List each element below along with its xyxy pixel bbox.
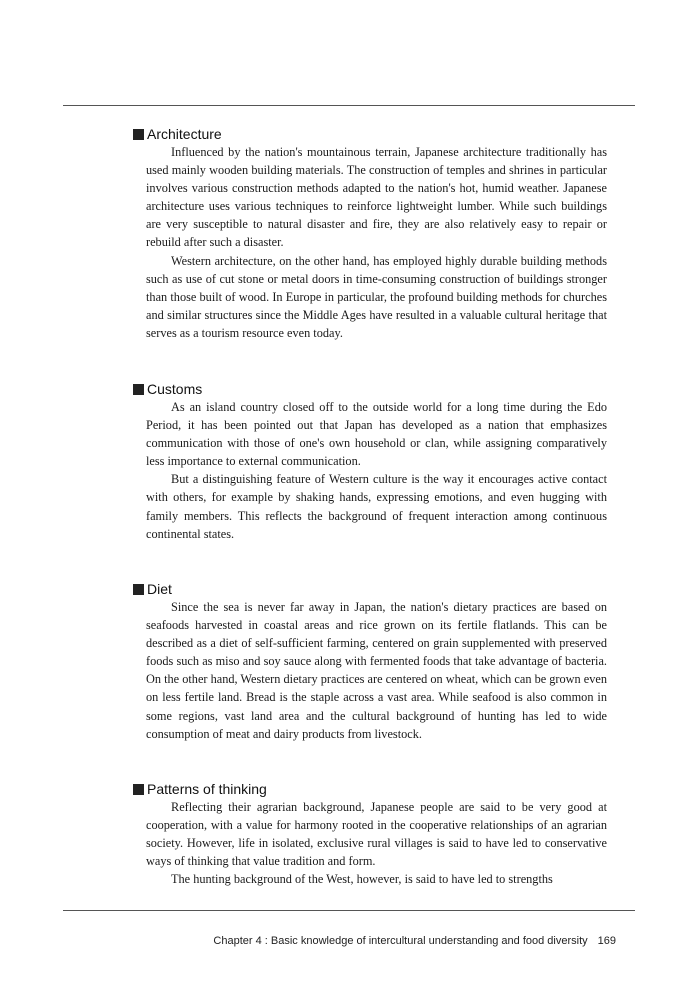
square-bullet-icon	[133, 384, 144, 395]
paragraph: As an island country closed off to the outside world for a long time during the Edo Period, it has been pointed out that Japan has developed as a nation that emphasizes communication with those of one's own household or clan, while assigning comparatively less importance to external communication.	[146, 400, 607, 469]
paragraph: Western architecture, on the other hand, has employed highly durable building methods such as use of cut stone or metal doors in time-consuming construction of buildings stronger than those built of wood. In Europe in particular, the profound building methods for churches and similar structures since the Middle Ages have resulted in a valuable cultural heritage that serves as a tourism resource even today.	[146, 253, 607, 340]
square-bullet-icon	[133, 784, 144, 795]
section-body	[146, 398, 607, 543]
section-body	[146, 598, 607, 743]
section-body	[146, 143, 607, 342]
paragraph: Reflecting their agrarian background, Japanese people are said to be very good at cooperation, with a value for harmony rooted in the cooperative relationships of an agrarian society. However, life in isolated, exclusive rural villages is said to have led to conservative ways of thinking that value tradition and form.	[146, 800, 607, 869]
section-heading	[133, 380, 607, 398]
section-body	[146, 798, 607, 888]
section-diet	[133, 580, 607, 743]
square-bullet-icon	[133, 584, 144, 595]
paragraph: Influenced by the nation's mountainous terrain, Japanese architecture traditionally has used mainly wooden building materials. The construction of temples and shrines in particular involves various construction methods adapted to the nation's hot, humid weather. Japanese architecture uses various techniques to reinforce lightweight lumber. While such buildings are very susceptible to natural disaster and fire, they are also relatively easy to repair or rebuild after such a disaster.	[146, 145, 607, 250]
bottom-rule	[63, 910, 635, 911]
section-heading	[133, 780, 607, 798]
top-rule	[63, 105, 635, 106]
section-heading	[133, 125, 607, 143]
section-heading	[133, 580, 607, 598]
page-number: 169	[597, 935, 616, 947]
square-bullet-icon	[133, 129, 144, 140]
section-architecture	[133, 125, 607, 342]
section-title: Diet	[147, 581, 172, 597]
section-title: Patterns of thinking	[147, 781, 267, 797]
section-title: Customs	[147, 381, 203, 397]
section-customs	[133, 380, 607, 543]
paragraph: Since the sea is never far away in Japan, the nation's dietary practices are based on seafoods harvested in coastal areas and rice grown on its fertile flatlands. This can be described as a diet of self-sufficient farming, centered on grain supplemented with preserved foods such as miso and soy sauce along with fermented foods that take advantage of bacteria. On the other hand, Western dietary practices are centered on wheat, which can be grown even on less fertile land. Bread is the staple across a vast area. While seafood is also common in some regions, vast land area and the cultural background of hunting has led to wide consumption of meat and dairy products from livestock.	[146, 600, 607, 741]
chapter-title: Chapter 4 : Basic knowledge of intercultural understanding and food diversity	[213, 935, 588, 947]
paragraph: The hunting background of the West, however, is said to have led to strengths	[171, 872, 553, 887]
paragraph: But a distinguishing feature of Western culture is the way it encourages active contact with others, for example by shaking hands, expressing emotions, and even hugging with family members. This reflects the background of frequent interaction among continuous continental states.	[146, 472, 607, 541]
section-patterns-of-thinking	[133, 780, 607, 888]
page-footer	[213, 935, 616, 947]
section-title: Architecture	[147, 126, 222, 142]
